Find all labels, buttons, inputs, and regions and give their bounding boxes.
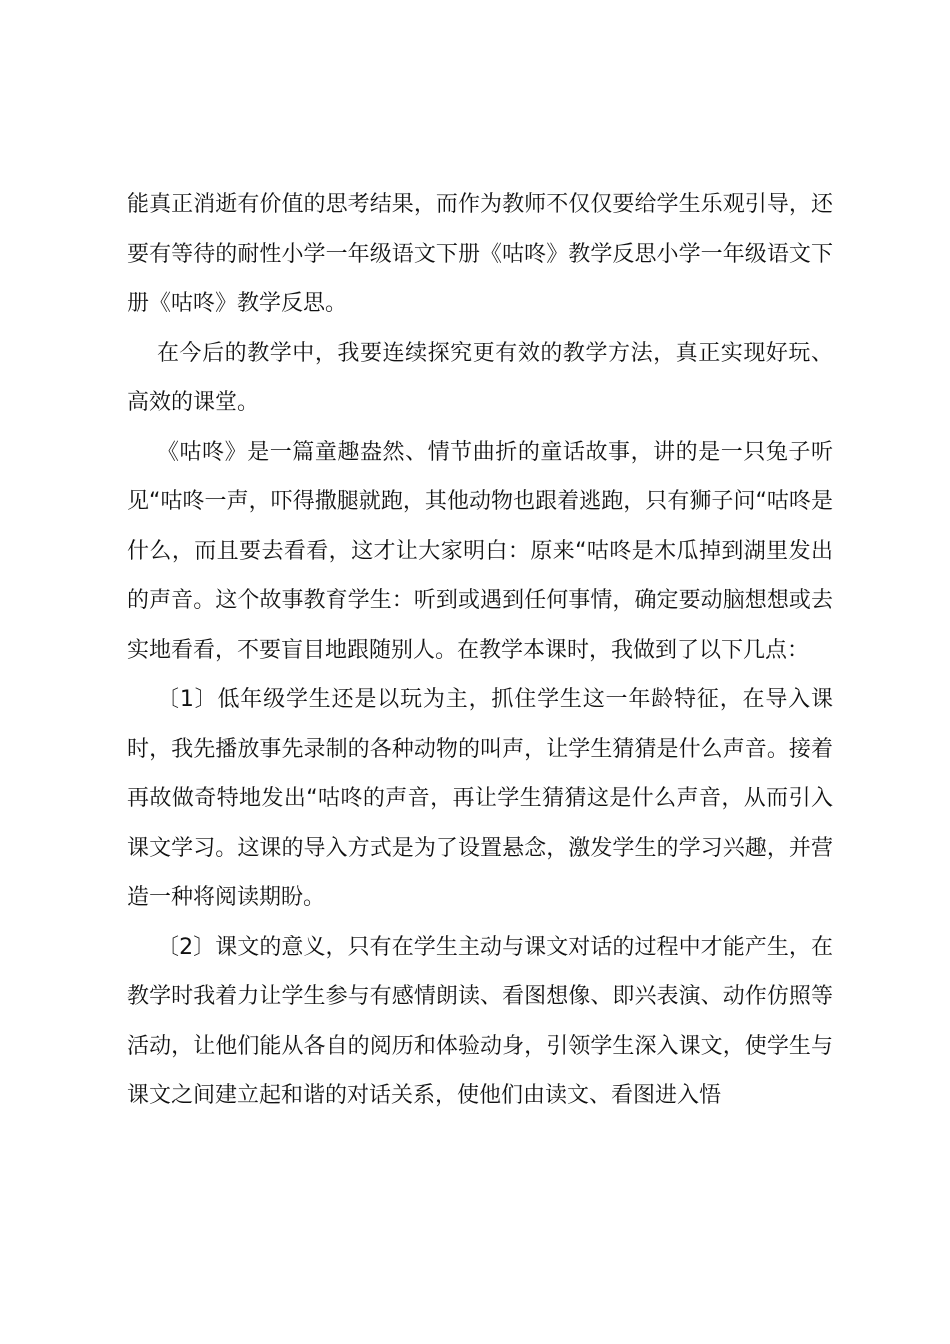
paragraph-future-teaching: 在今后的教学中，我要连续探究更有效的教学方法，真正实现好玩、高效的课堂。	[127, 340, 833, 415]
paragraph-point-1: 〔1〕低年级学生还是以玩为主，抓住学生这一年龄特征，在导入课时，我先播放事先录制的各种动物的叫声，让学生猜猜是什么声音。接着再故做奇特地发出“咕咚的声音，再让学生猜猜这是什么声音，从而引入课文学习。这课的导入方式是为了设置悬念，激发学生的学习兴趣，并营造一种将阅读期盼。	[127, 687, 833, 910]
paragraph-story-summary: 《咕咚》是一篇童趣盎然、情节曲折的童话故事，讲的是一只兔子听见“咕咚一声，吓得撒腿就跑，其他动物也跟着逃跑，只有狮子问“咕咚是什么，而且要去看看，这才让大家明白：原来“咕咚是木瓜掉到湖里发出的声音。这个故事教育学生：听到或遇到任何事情，确定要动脑想想或去实地看看，不要盲目地跟随别人。在教学本课时，我做到了以下几点：	[127, 439, 833, 663]
paragraph-point-2: 〔2〕课文的意义，只有在学生主动与课文对话的过程中才能产生，在教学时我着力让学生参与有感情朗读、看图想像、即兴表演、动作仿照等活动，让他们能从各自的阅历和体验动身，引领学生深入课文，使学生与课文之间建立起和谐的对话关系，使他们由读文、看图进入悟	[127, 934, 833, 1108]
paragraph-continuation: 能真正消逝有价值的思考结果，而作为教师不仅仅要给学生乐观引导，还要有等待的耐性小学一年级语文下册《咕咚》教学反思小学一年级语文下册《咕咚》教学反思。	[127, 192, 833, 316]
document-body	[127, 180, 833, 1121]
